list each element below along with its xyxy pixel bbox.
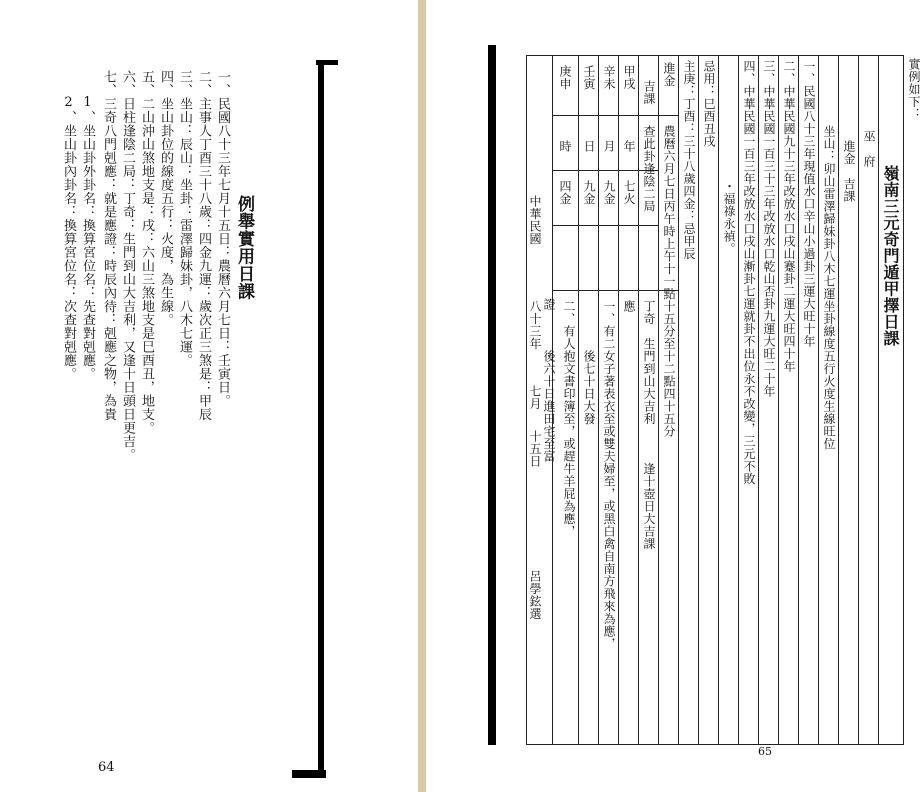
chazi-line: 查此卦逢陰二局 — [642, 125, 656, 213]
divider — [552, 290, 678, 291]
divider — [818, 55, 819, 745]
left-item-2: 二、主事人丁酉三十八歲：四金九運：歲次正三煞是：甲辰 — [196, 70, 211, 421]
divider — [552, 225, 658, 226]
col-3: 三、中華民國一百三十三年改放水口乾山否卦九運大旺二十年 — [762, 60, 776, 398]
divider — [878, 55, 879, 745]
author: 呂學鉉選 — [528, 570, 542, 620]
divider — [858, 55, 859, 745]
pillar-hour-val: 四金 — [558, 180, 572, 205]
ying-2: 二、有人抱文書印簿至，或趕牛羊屁為應， — [562, 300, 576, 538]
date-month: 七月 — [528, 385, 542, 410]
pillar-hour-gz: 庚申 — [558, 65, 572, 90]
main-title: 嶺南三元奇門遁甲擇日課 — [881, 165, 900, 347]
pillar-day-gz: 壬寅 — [582, 65, 596, 90]
date-label: 中華民國 — [528, 195, 542, 245]
divider — [738, 55, 739, 745]
page-number-left: 64 — [98, 760, 115, 775]
page-mark-right: 65 — [758, 745, 772, 758]
divider — [638, 55, 639, 745]
zheng-label: 證 — [542, 298, 556, 311]
scan-edge-bar — [318, 60, 324, 778]
left-item-3: 三、坐山：辰山：坐卦：雷澤歸妹卦，八木七運。 — [177, 70, 192, 367]
left-item-8: 1、坐山卦外卦名：換算宮位名：先查對剋應。 — [80, 95, 95, 381]
col-1: 一、民國八十三年現值水口辛山小過卦三運大旺十年 — [802, 60, 816, 348]
left-item-9: 2、坐山卦內卦名：換算宮位名：次查對剋應。 — [61, 95, 76, 381]
left-page — [0, 0, 418, 792]
left-title: 例舉實用日課 — [234, 195, 254, 300]
binding-bar — [488, 45, 496, 745]
scan-edge-foot — [292, 770, 326, 778]
divider — [598, 55, 599, 745]
pillar-day-val: 九金 — [582, 180, 596, 205]
pillar-month-label: 月 — [602, 140, 616, 153]
divider — [758, 55, 759, 745]
divider — [618, 55, 619, 745]
left-item-5: 五、二山沖山煞地支是：戌：六山三煞地支是巳酉丑，地支。 — [139, 70, 154, 435]
pillar-year-label: 年 — [622, 140, 636, 153]
divider — [698, 55, 699, 745]
ying-2b: 後六十日進田宅至富 — [542, 350, 556, 463]
divider — [578, 55, 579, 745]
ying-1: 一、有二女子著表衣至或雙夫婦至，或黑白禽自南方飛來為應， — [602, 300, 616, 650]
date-year: 八十三年 — [528, 300, 542, 350]
ying-label: 應 — [622, 300, 636, 313]
ying-1b: 後七十日大發 — [582, 350, 596, 425]
scan-edge-head — [316, 60, 338, 65]
date-day: 十五日 — [528, 430, 542, 468]
col-zhuchou: 主庚：丁酉：三十八歲四金：忌甲辰 — [682, 60, 696, 260]
left-item-4: 四、坐山卦位的線度五行：火度，為生線。 — [158, 70, 173, 327]
col-fulu: ・福祿永禎。 — [722, 180, 736, 255]
pillar-year-val: 七火 — [622, 180, 636, 205]
right-page — [426, 0, 921, 792]
col-2: 二、中華民國九十三年改放水口戌山蹇卦二運大旺四十年 — [782, 60, 796, 373]
left-item-1: 一、民國八十三年七月十五日：農曆六月七日：壬寅日。 — [215, 70, 230, 408]
pillar-hour-label: 時 — [558, 140, 572, 153]
top-note: 實例如下： — [907, 58, 921, 121]
jike-label: 吉課 — [642, 80, 656, 105]
col-zuoshan: 坐山：卯山雷澤歸妹卦八木七運坐卦線度五行火度生線旺位 — [822, 125, 836, 450]
divider — [838, 55, 839, 745]
lunar-line: 農曆六月七日丙午時上午十一點十五分至十二點四十五分 — [662, 125, 676, 438]
col-jiyong: 忌用：巳酉丑戌 — [702, 60, 716, 148]
divider — [778, 55, 779, 745]
col-4: 四、中華民國一百三年改放水口戌山漸卦七運就卦不出位永不改變，三元不敗 — [742, 60, 756, 485]
divider — [678, 55, 679, 745]
divider — [798, 55, 799, 745]
book-spine — [418, 0, 426, 792]
left-item-6: 六、日柱逢陰二局：丁奇：生門到山大吉利，又逢十日頭日更吉。 — [120, 70, 135, 462]
pillar-year-gz: 甲戌 — [622, 65, 636, 90]
col-jinjin: 進金 吉課 — [842, 140, 856, 203]
pillar-month-val: 九金 — [602, 180, 616, 205]
jinjin-label: 進金 — [662, 62, 676, 87]
divider — [718, 55, 719, 745]
col-fu: 巫 府 — [862, 130, 876, 168]
divider — [552, 115, 678, 116]
dingqi-line: 丁奇 生門到山大吉利 逢十壺日大吉課 — [642, 300, 656, 550]
pillar-day-label: 日 — [582, 140, 596, 153]
divider — [658, 55, 659, 745]
left-item-7: 七、三奇八門剋應：就是應證：時辰內待：剋應之物，為貴 — [101, 70, 116, 421]
pillar-month-gz: 辛未 — [602, 65, 616, 90]
